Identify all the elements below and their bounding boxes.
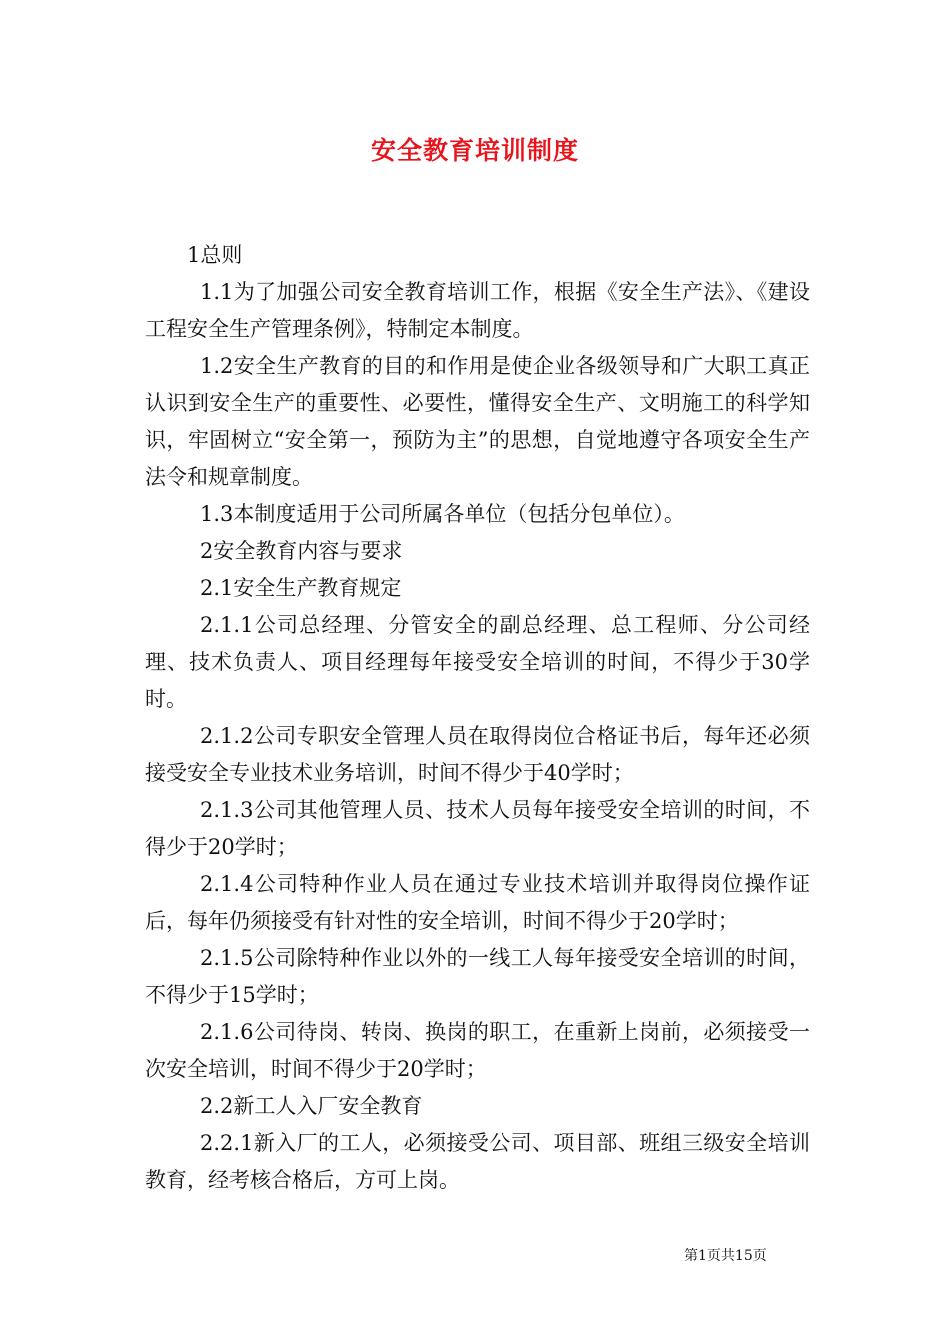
paragraph-2: 1.1为了加强公司安全教育培训工作，根据《安全生产法》、《建设工程安全生产管理条例》，特制定本制度。 xyxy=(145,280,810,341)
paragraph-4: 1.3本制度适用于公司所属各单位（包括分包单位）。 xyxy=(200,502,685,526)
page-number: 第1页共15页 xyxy=(684,1248,767,1264)
paragraph-3: 1.2安全生产教育的目的和作用是使企业各级领导和广大职工真正认识到安全生产的重要性、必要性，懂得安全生产、文明施工的科学知识，牢固树立“安全第一，预防为主”的思想，自觉地遵守各项安全生产法令和规章制度。 xyxy=(145,354,810,489)
paragraph-10: 2.1.4公司特种作业人员在通过专业技术培训并取得岗位操作证后，每年仍须接受有针对性的安全培训，时间不得少于20学时； xyxy=(145,872,810,933)
paragraph-7: 2.1.1公司总经理、分管安全的副总经理、总工程师、分公司经理、技术负责人、项目经理每年接受安全培训的时间，不得少于30学时。 xyxy=(145,613,810,711)
paragraph-14: 2.2.1新入厂的工人，必须接受公司、项目部、班组三级安全培训教育，经考核合格后，方可上岗。 xyxy=(145,1131,810,1192)
paragraph-6: 2.1安全生产教育规定 xyxy=(200,576,402,600)
paragraph-13: 2.2新工人入厂安全教育 xyxy=(200,1094,423,1118)
document-title: 安全教育培训制度 xyxy=(370,136,579,165)
paragraph-12: 2.1.6公司待岗、转岗、换岗的职工，在重新上岗前，必须接受一次安全培训，时间不得少于20学时； xyxy=(145,1020,810,1081)
paragraph-8: 2.1.2公司专职安全管理人员在取得岗位合格证书后，每年还必须接受安全专业技术业务培训，时间不得少于40学时； xyxy=(145,724,810,785)
paragraph-5: 2安全教育内容与要求 xyxy=(200,539,403,563)
document-body xyxy=(145,237,810,1199)
paragraph-9: 2.1.3公司其他管理人员、技术人员每年接受安全培训的时间，不得少于20学时； xyxy=(145,798,810,859)
paragraph-11: 2.1.5公司除特种作业以外的一线工人每年接受安全培训的时间，不得少于15学时； xyxy=(145,946,810,1007)
paragraph-1: 1总则 xyxy=(187,243,243,267)
